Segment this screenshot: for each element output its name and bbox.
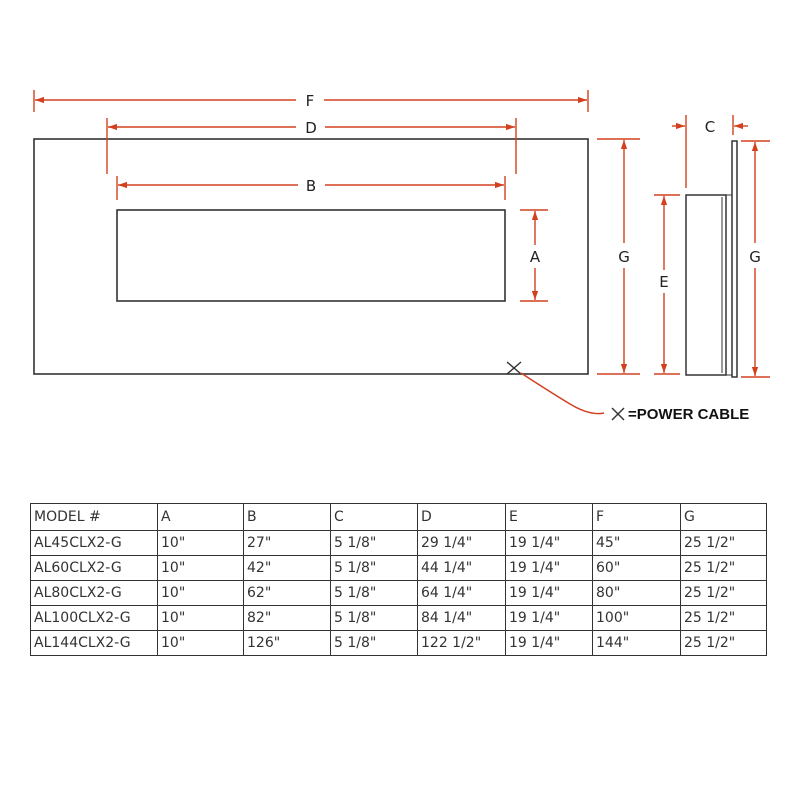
table-cell: 45": [593, 531, 681, 556]
dimension-A-label: A: [529, 248, 541, 266]
table-row: [31, 631, 767, 656]
table-cell: AL45CLX2-G: [31, 531, 158, 556]
table-cell: 25 1/2": [681, 556, 767, 581]
table-cell: 29 1/4": [418, 531, 506, 556]
table-cell: 10": [158, 531, 244, 556]
table-cell: AL100CLX2-G: [31, 606, 158, 631]
table-cell: AL60CLX2-G: [31, 556, 158, 581]
table-cell: 27": [244, 531, 331, 556]
table-row: [31, 606, 767, 631]
power-cable-label: =POWER CABLE: [628, 406, 750, 423]
table-cell: 25 1/2": [681, 606, 767, 631]
dimension-E-label: E: [659, 273, 669, 291]
table-cell: 10": [158, 581, 244, 606]
dimension-F-label: F: [305, 92, 315, 110]
table-cell: 60": [593, 556, 681, 581]
side-view: [686, 141, 737, 377]
table-row: [31, 556, 767, 581]
table-cell: 84 1/4": [418, 606, 506, 631]
dimension-spec-table: [30, 503, 767, 656]
table-cell: 44 1/4": [418, 556, 506, 581]
table-cell: 62": [244, 581, 331, 606]
table-cell: 144": [593, 631, 681, 656]
dimension-B-label: B: [305, 177, 317, 195]
table-header-cell: A: [158, 504, 244, 531]
table-header-cell: F: [593, 504, 681, 531]
table-header-cell: E: [506, 504, 593, 531]
dimension-G-side-label: G: [749, 248, 761, 266]
table-cell: 80": [593, 581, 681, 606]
table-header-cell: G: [681, 504, 767, 531]
table-row: [31, 581, 767, 606]
table-header-cell: C: [331, 504, 418, 531]
table-cell: 25 1/2": [681, 581, 767, 606]
table-cell: 5 1/8": [331, 581, 418, 606]
table-cell: 25 1/2": [681, 531, 767, 556]
table-cell: 5 1/8": [331, 606, 418, 631]
power-cable-legend-icon: [612, 408, 624, 420]
table-cell: 126": [244, 631, 331, 656]
table-cell: 5 1/8": [331, 531, 418, 556]
table-header-cell: B: [244, 504, 331, 531]
table-cell: AL144CLX2-G: [31, 631, 158, 656]
table-cell: 25 1/2": [681, 631, 767, 656]
table-cell: 19 1/4": [506, 606, 593, 631]
table-cell: 19 1/4": [506, 631, 593, 656]
front-view-viewing-window: [117, 210, 505, 301]
table-cell: 100": [593, 606, 681, 631]
dimension-D-label: D: [305, 119, 317, 137]
table-cell: 10": [158, 606, 244, 631]
table-cell: 19 1/4": [506, 556, 593, 581]
table-header-row: [31, 504, 767, 531]
power-cable-marker-icon: [507, 362, 521, 374]
table-cell: 122 1/2": [418, 631, 506, 656]
side-view-body: [686, 195, 726, 375]
dimension-C-label: C: [704, 118, 716, 136]
power-cable-leader-line: [521, 373, 604, 414]
table-header-cell: MODEL #: [31, 504, 158, 531]
table-cell: 42": [244, 556, 331, 581]
table-cell: AL80CLX2-G: [31, 581, 158, 606]
table-cell: 19 1/4": [506, 531, 593, 556]
table-cell: 19 1/4": [506, 581, 593, 606]
table-row: [31, 531, 767, 556]
extension-lines: [34, 90, 770, 377]
dimension-G-front-label: G: [618, 248, 630, 266]
table-cell: 5 1/8": [331, 556, 418, 581]
table-cell: 82": [244, 606, 331, 631]
side-view-front-panel: [732, 141, 737, 377]
table-header-cell: D: [418, 504, 506, 531]
table-cell: 64 1/4": [418, 581, 506, 606]
table-cell: 10": [158, 631, 244, 656]
table-cell: 5 1/8": [331, 631, 418, 656]
table-cell: 10": [158, 556, 244, 581]
